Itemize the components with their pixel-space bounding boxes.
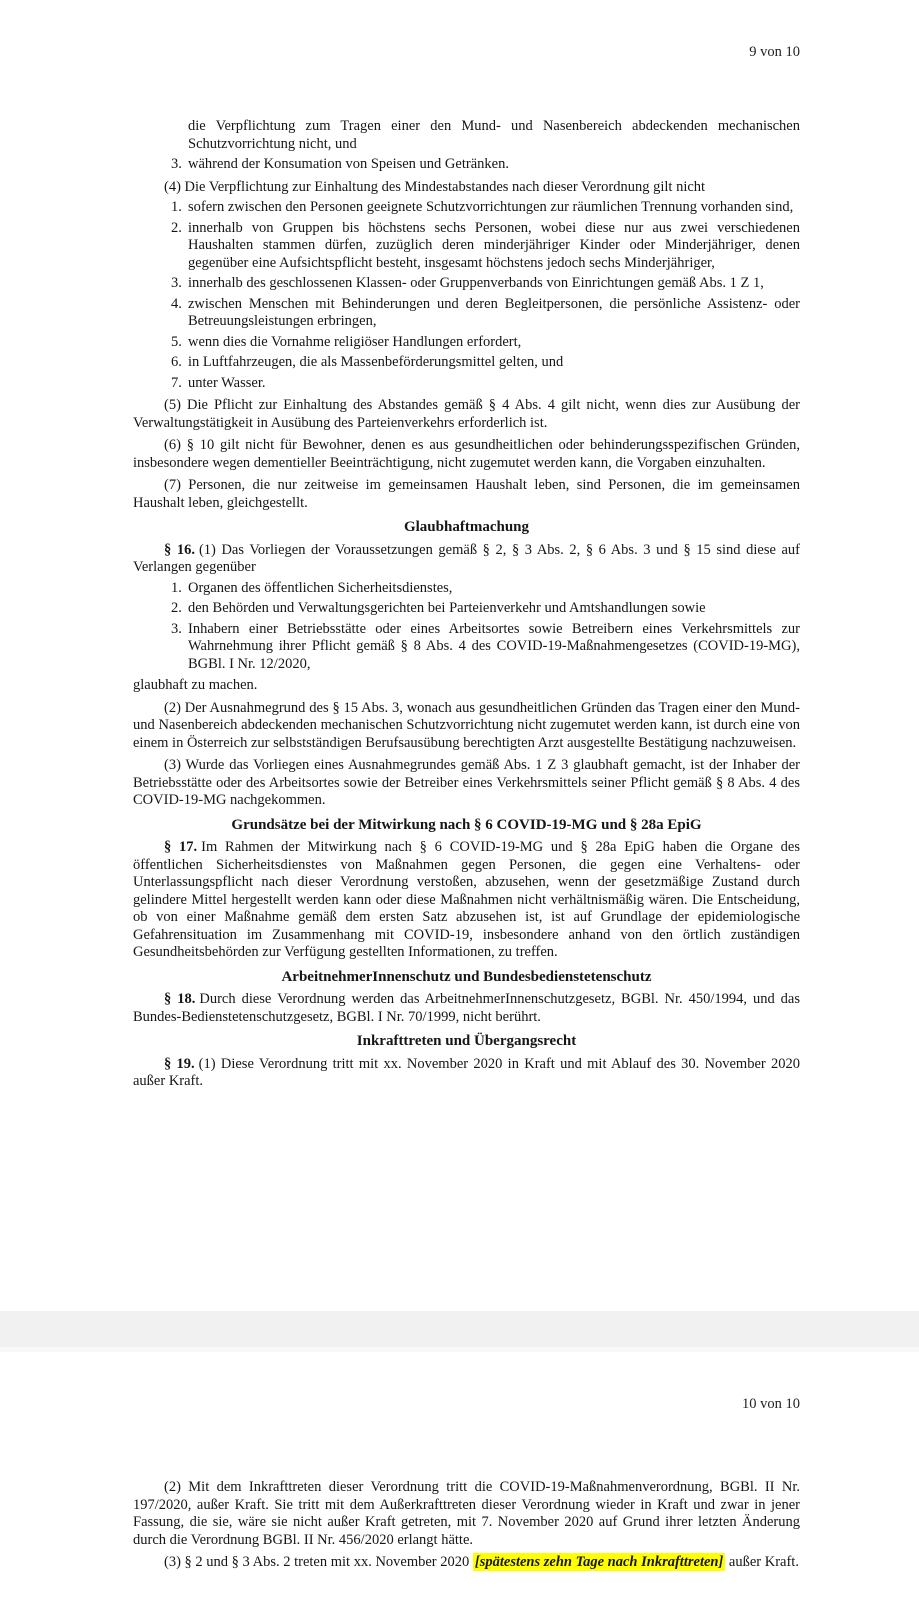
section-heading-grundsaetze: Grundsätze bei der Mitwirkung nach § 6 COVID-19-MG und § 28a EpiG	[231, 816, 702, 833]
list-item	[133, 580, 800, 598]
list-item	[133, 156, 800, 174]
paragraph-abs3	[133, 1554, 800, 1572]
list-item	[133, 375, 800, 393]
list-item-text: wenn dies die Vornahme religiöser Handlungen erfordert,	[188, 333, 522, 350]
section-heading-arbeitnehmer: ArbeitnehmerInnenschutz und Bundesbedienstetenschutz	[281, 968, 652, 985]
list-item-number: 1.	[171, 579, 182, 596]
list-item-text: innerhalb des geschlossenen Klassen- oder Gruppenverbands von Einrichtungen gemäß Abs. 1 Z 1,	[188, 275, 764, 291]
section-heading-glaubhaftmachung: Glaubhaftmachung	[403, 519, 530, 535]
page-separator-band	[0, 1311, 919, 1347]
list-item-number: 1.	[171, 199, 182, 215]
list-item	[133, 354, 800, 372]
list-item-number: 4.	[171, 295, 182, 312]
list-item	[133, 334, 800, 352]
paragraph-abs2: (2) Mit dem Inkrafttreten dieser Verordnung tritt die COVID-19-Maßnahmenverordnung, BGBl. II Nr. 197/2020, außer Kraft. Sie tritt mit dem Außerkrafttreten dieser Verordnung wieder in Kraft und zwar in jener Fassung, die sie, wäre sie nicht außer Kraft getreten, mit 7. November 2020 auf Grund ihrer letzten Änderung durch die Verordnung BGBl. II Nr. 456/2020 erlangt hätte.	[133, 1479, 800, 1548]
list-item-number: 5.	[171, 333, 182, 350]
list-item-text: sofern zwischen den Personen geeignete Schutzvorrichtungen zur räumlichen Trennung vorhanden sind,	[188, 199, 794, 215]
paragraph-s16-tail: glaubhaft zu machen.	[133, 677, 258, 693]
list-item	[133, 275, 800, 293]
section-number: § 19.	[164, 1055, 195, 1072]
list-item-number: 7.	[171, 374, 182, 391]
paragraph-s16-abs3: (3) Wurde das Vorliegen eines Ausnahmegrundes gemäß Abs. 1 Z 3 glaubhaft gemacht, ist der Inhaber der Betriebsstätte oder des Arbeitsortes sowie der Betreiber eines Verkehrsmittels seiner Pflicht gemäß § 8 Abs. 4 des COVID-19-MG nachgekommen.	[133, 757, 800, 808]
paragraph-s19	[133, 1056, 800, 1091]
list-item-continuation: die Verpflichtung zum Tragen einer den Mund- und Nasenbereich abdeckenden mechanischen Schutzvorrichtung nicht, und	[188, 118, 800, 152]
list-item-number: 3.	[171, 620, 182, 637]
list-item-number: 6.	[171, 354, 182, 370]
list-item-text: zwischen Menschen mit Behinderungen und deren Begleitpersonen, die persönliche Assistenz- oder Betreuungsleistungen erbringen,	[188, 295, 800, 329]
paragraph-s18	[133, 991, 800, 1026]
list-item-text: innerhalb von Gruppen bis höchstens sechs Personen, wobei diese nur aus zwei verschiedenen Haushalten stammen dürfen, zuzüglich deren minderjähriger Kinder oder Minderjähriger, denen gegenüber eine Aufsichtspflicht besteht, insgesamt höchstens jedoch sechs Minderjähriger,	[188, 219, 800, 271]
page10-content	[133, 1474, 800, 1572]
paragraph-abs6: (6) § 10 gilt nicht für Bewohner, denen es aus gesundheitlichen oder behinderungsspezifischen Gründen, insbesondere wegen dementieller Beeinträchtigung, nicht zugemutet werden kann, die Vorgaben einzuhalten.	[133, 437, 800, 471]
list-item-number: 3.	[171, 275, 182, 291]
paragraph-abs5: (5) Die Pflicht zur Einhaltung des Abstandes gemäß § 4 Abs. 4 gilt nicht, wenn dies zur Ausübung der Verwaltungstätigkeit in Ausübung des Parteienverkehrs erforderlich ist.	[133, 397, 800, 431]
page9-content	[133, 118, 800, 1091]
list-item-text: Inhabern einer Betriebsstätte oder eines Arbeitsortes sowie Betreibern eines Verkehrsmittels zur Wahrnehmung ihrer Pflicht gemäß § 8 Abs. 4 des COVID-19-Maßnahmengesetzes (COVID-19-MG), BGBl. I Nr. 12/2020,	[188, 620, 800, 672]
section-number: § 17.	[164, 839, 198, 855]
list-item	[133, 621, 800, 674]
list-item-text: in Luftfahrzeugen, die als Massenbeförderungsmittel gelten, und	[188, 354, 564, 370]
section-number: § 16.	[164, 541, 195, 558]
list-item	[133, 600, 800, 618]
paragraph-text: Durch diese Verordnung werden das ArbeitnehmerInnenschutzgesetz, BGBl. Nr. 450/1994, und das Bundes-Bedienstetenschutzgesetz, BGBl. I Nr. 70/1999, nicht berührt.	[133, 991, 801, 1025]
paragraph-text: (1) Diese Verordnung tritt mit xx. November 2020 in Kraft und mit Ablauf des 30. November 2020 außer Kraft.	[133, 1055, 801, 1089]
paragraph-abs7: (7) Personen, die nur zeitweise im gemeinsamen Haushalt leben, sind Personen, die im gemeinsamen Haushalt leben, gleichgestellt.	[133, 477, 800, 511]
list-item-text: den Behörden und Verwaltungsgerichten bei Parteienverkehr und Amtshandlungen sowie	[188, 600, 706, 616]
paragraph-abs4: (4) Die Verpflichtung zur Einhaltung des Mindestabstandes nach dieser Verordnung gilt nicht	[164, 178, 706, 195]
paragraph-s16	[133, 542, 800, 577]
paragraph-s17	[133, 839, 800, 962]
list-item-text: unter Wasser.	[188, 374, 266, 391]
paragraph-text: Im Rahmen der Mitwirkung nach § 6 COVID-19-MG und § 28a EpiG haben die Organe des öffentlichen Sicherheitsdienstes von Maßnahmen gegen Personen, die gegen eine Verhaltens- oder Unterlassungspflicht nach dieser Verordnung verstoßen, abzusehen, wenn der gesetzmäßige Zustand durch gelindere Mittel hergestellt werden kann oder diese Maßnahmen nicht verhältnismäßig wären. Die Entscheidung, ob von einer Maßnahme gemäß dem ersten Satz abzusehen ist, ist auf Grundlage der epidemiologische Gefahrensituation im Zusammenhang mit COVID-19, insbesondere anhand von den örtlich zuständigen Gesundheitsbehörden zur Verfügung gestellten Informationen, zu treffen.	[133, 839, 800, 960]
list-item-text: Organen des öffentlichen Sicherheitsdienstes,	[188, 579, 453, 596]
paragraph-s16-abs2: (2) Der Ausnahmegrund des § 15 Abs. 3, wonach aus gesundheitlichen Gründen das Tragen einer den Mund- und Nasenbereich abdeckenden mechanischen Schutzvorrichtung nicht zugemutet werden kann, ist durch eine von einem in Österreich zur selbstständigen Berufsausübung berechtigten Arzt ausgestellte Bestätigung nachzuweisen.	[133, 699, 800, 751]
highlight-annotation: [spätestens zehn Tage nach Inkrafttreten]	[474, 1554, 724, 1570]
list-item	[133, 296, 800, 331]
list-item-text: während der Konsumation von Speisen und Getränken.	[188, 156, 509, 172]
section-number: § 18.	[164, 991, 196, 1007]
list-item	[133, 220, 800, 273]
list-item	[133, 199, 800, 217]
list-item-number: 2.	[171, 219, 182, 236]
page-number-10: 10 von 10	[742, 1396, 800, 1412]
list-item-number: 3.	[171, 156, 182, 172]
paragraph-text: (3) § 2 und § 3 Abs. 2 treten mit xx. November 2020	[164, 1554, 473, 1570]
page-separator-shadow	[0, 1347, 919, 1352]
page-number-9: 9 von 10	[749, 44, 800, 60]
list-item-number: 2.	[171, 600, 182, 616]
paragraph-text: (1) Das Vorliegen der Voraussetzungen gemäß § 2, § 3 Abs. 2, § 6 Abs. 3 und § 15 sind diese auf Verlangen gegenüber	[133, 541, 801, 575]
paragraph-text: außer Kraft.	[725, 1554, 799, 1570]
section-heading-inkrafttreten: Inkrafttreten und Übergangsrecht	[356, 1033, 577, 1049]
